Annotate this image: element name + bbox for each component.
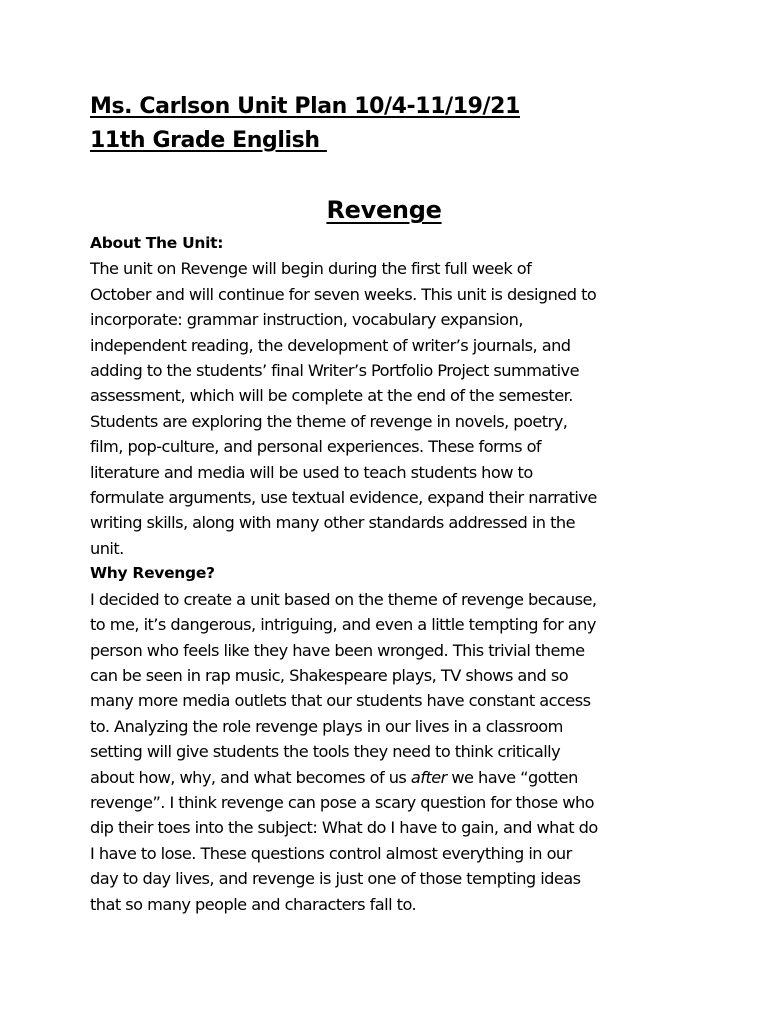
paragraph-line: October and will continue for seven weeks. This unit is designed to [90, 284, 597, 304]
grade-course-heading: 11th Grade English [90, 128, 327, 153]
paragraph-line: film, pop-culture, and personal experiences. These forms of [90, 437, 542, 457]
paragraph-line: day to day lives, and revenge is just one of those tempting ideas [90, 869, 581, 889]
paragraph-line: writing skills, along with many other standards addressed in the [90, 513, 575, 533]
paragraph-line: setting will give students the tools they need to think critically [90, 742, 561, 762]
line-text-before: about how, why, and what becomes of us [90, 767, 411, 787]
paragraph-line: revenge”. I think revenge can pose a scary question for those who [90, 792, 595, 812]
paragraph-line: to me, it’s dangerous, intriguing, and even a little tempting for any [90, 615, 596, 635]
paragraph-line-with-emphasis [90, 765, 682, 790]
why-revenge-heading: Why Revenge? [90, 564, 215, 583]
document-body [90, 231, 682, 917]
document-header [90, 90, 690, 158]
paragraph-line: person who feels like they have been wronged. This trivial theme [90, 640, 585, 660]
paragraph-line: that so many people and characters fall to. [90, 894, 417, 914]
paragraph-line: formulate arguments, use textual evidence, expand their narrative [90, 488, 597, 508]
paragraph-line: incorporate: grammar instruction, vocabulary expansion, [90, 310, 523, 330]
unit-plan-heading: Ms. Carlson Unit Plan 10/4-11/19/21 [90, 94, 520, 119]
why-revenge-paragraph [90, 587, 682, 917]
line-text-after: we have “gotten [446, 767, 578, 787]
paragraph-line: The unit on Revenge will begin during the first full week of [90, 259, 532, 279]
paragraph-line: many more media outlets that our students have constant access [90, 691, 591, 711]
paragraph-line: independent reading, the development of writer’s journals, and [90, 335, 571, 355]
paragraph-line: assessment, which will be complete at the end of the semester. [90, 386, 573, 406]
paragraph-line: to. Analyzing the role revenge plays in our lives in a classroom [90, 716, 563, 736]
paragraph-line: unit. [90, 538, 124, 558]
paragraph-line: I decided to create a unit based on the theme of revenge because, [90, 589, 597, 609]
paragraph-line: Students are exploring the theme of revenge in novels, poetry, [90, 411, 568, 431]
paragraph-line: adding to the students’ final Writer’s Portfolio Project summative [90, 361, 579, 381]
paragraph-line: I have to lose. These questions control almost everything in our [90, 843, 572, 863]
paragraph-line: literature and media will be used to teach students how to [90, 462, 533, 482]
paragraph-line: can be seen in rap music, Shakespeare plays, TV shows and so [90, 665, 569, 685]
unit-title: Revenge [326, 196, 442, 224]
about-unit-paragraph [90, 256, 682, 561]
about-unit-heading: About The Unit: [90, 234, 224, 252]
emphasized-word: after [410, 767, 447, 787]
paragraph-line: dip their toes into the subject: What do I have to gain, and what do [90, 818, 598, 838]
